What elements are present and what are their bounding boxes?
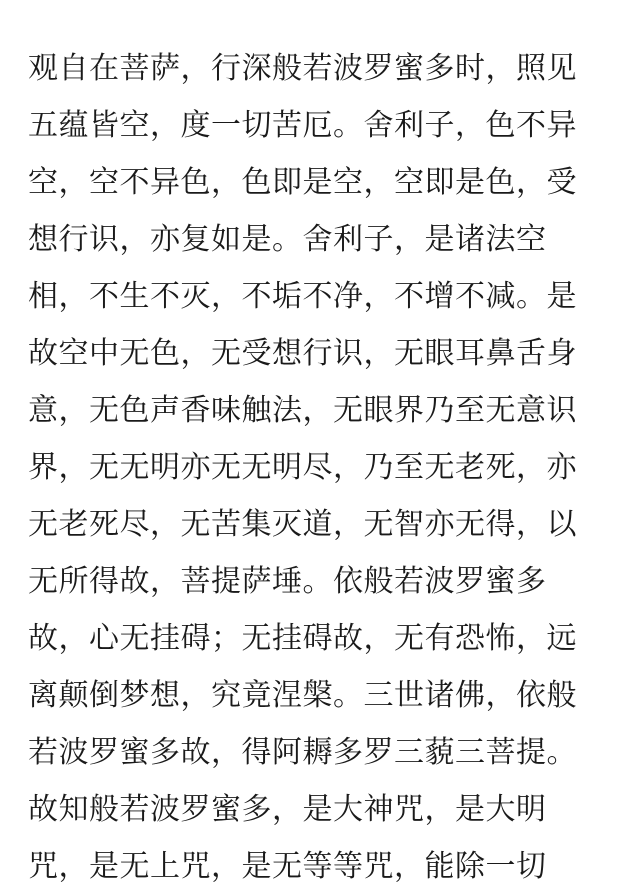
text-line-6: 故空中无色，无受想行识，无眼耳鼻舌身 — [28, 336, 577, 371]
text-line-1: 观自在菩萨，行深般若波罗蜜多时，照见 — [28, 51, 577, 86]
text-line-9: 无老死尽，无苦集灭道，无智亦无得，以 — [28, 507, 577, 542]
text-line-2: 五蕴皆空，度一切苦厄。舍利子，色不异 — [28, 108, 577, 143]
text-line-13: 若波罗蜜多故，得阿耨多罗三藐三菩提。 — [28, 735, 577, 770]
text-line-15: 咒，是无上咒，是无等等咒，能除一切 — [28, 849, 547, 884]
sutra-text — [28, 40, 640, 895]
text-line-7: 意，无色声香味触法，无眼界乃至无意识 — [28, 393, 577, 428]
text-line-4: 想行识，亦复如是。舍利子，是诸法空 — [28, 222, 547, 257]
text-line-5: 相，不生不灭，不垢不净，不增不减。是 — [28, 279, 577, 314]
text-line-10: 无所得故，菩提萨埵。依般若波罗蜜多 — [28, 564, 547, 599]
text-line-14: 故知般若波罗蜜多，是大神咒，是大明 — [28, 792, 547, 827]
text-line-11: 故，心无挂碍；无挂碍故，无有恐怖，远 — [28, 621, 577, 656]
text-line-12: 离颠倒梦想，究竟涅槃。三世诸佛，依般 — [28, 678, 577, 713]
text-line-3: 空，空不异色，色即是空，空即是色，受 — [28, 165, 577, 200]
text-line-8: 界，无无明亦无无明尽，乃至无老死，亦 — [28, 450, 577, 485]
